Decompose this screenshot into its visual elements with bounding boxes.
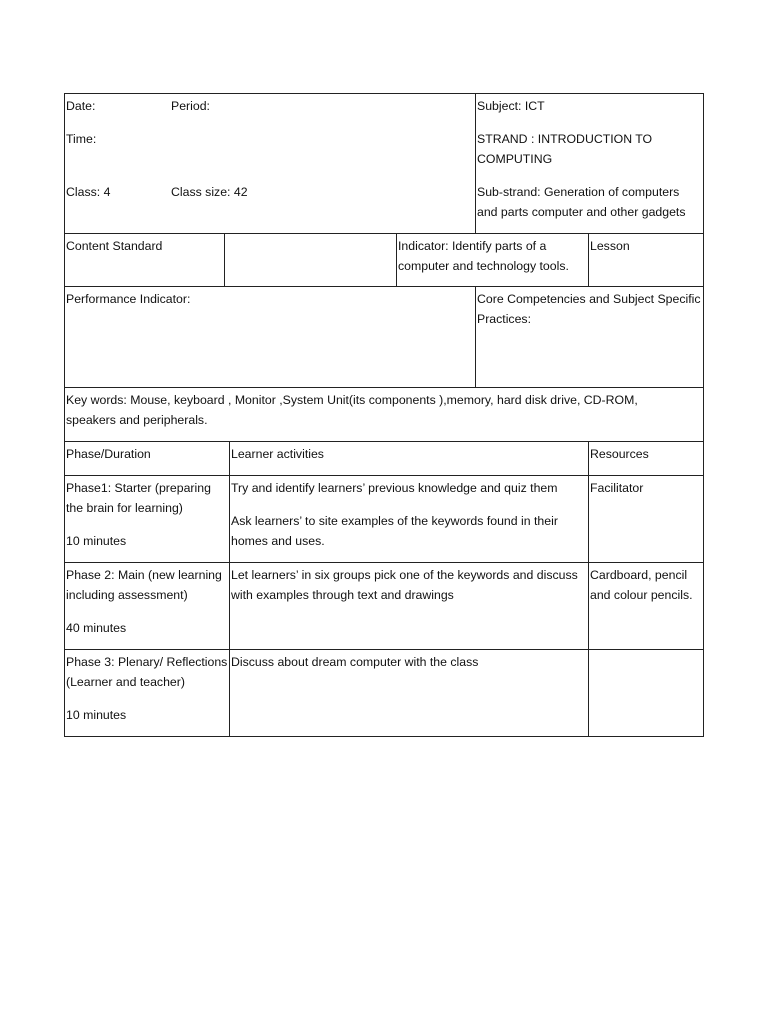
table-row-phase-cell	[64, 649, 230, 737]
strand-line-1: STRAND : INTRODUCTION TO	[477, 132, 653, 146]
period-label: Period:	[171, 99, 210, 113]
resources-line: and colour pencils.	[590, 588, 693, 602]
indicator-line-1: Indicator: Identify parts of a	[398, 239, 547, 253]
performance-indicator-cell	[64, 286, 476, 388]
core-competencies-line-2: Practices:	[477, 312, 531, 326]
indicator-cell	[396, 233, 589, 287]
learner-activities-header: Learner activities	[231, 447, 324, 461]
subject-label: Subject: ICT	[477, 99, 545, 113]
substrand-line-2: and parts computer and other gadgets	[477, 205, 686, 219]
activity-line: Try and identify learners’ previous knowledge and quiz them	[231, 481, 558, 495]
keywords-cell	[64, 387, 704, 442]
phase-line-1: Phase 2: Main (new learning	[66, 568, 222, 582]
content-standard-value-cell	[224, 233, 397, 287]
class-row	[66, 182, 474, 202]
phase-line-1: Phase1: Starter (preparing	[66, 481, 211, 495]
strand-line-2: COMPUTING	[477, 152, 553, 166]
table-row-resources-cell	[588, 649, 704, 737]
class-size-label: Class size: 42	[171, 185, 248, 199]
class-label: Class: 4	[66, 185, 111, 199]
header-left-cell	[64, 93, 476, 234]
phase-duration: 40 minutes	[66, 621, 127, 635]
resources-header-cell	[588, 441, 704, 476]
phase-duration-header: Phase/Duration	[66, 447, 151, 461]
lesson-cell	[588, 233, 704, 287]
substrand-line-1: Sub-strand: Generation of computers	[477, 185, 680, 199]
phase-duration: 10 minutes	[66, 708, 127, 722]
resources-line: Facilitator	[590, 481, 644, 495]
table-row-activities-cell	[229, 475, 589, 563]
phase-line-1: Phase 3: Plenary/ Reflections	[66, 655, 228, 669]
activity-line: with examples through text and drawings	[231, 588, 454, 602]
lesson-label: Lesson	[590, 239, 630, 253]
keywords-line-2: speakers and peripherals.	[66, 413, 208, 427]
indicator-line-2: computer and technology tools.	[398, 259, 569, 273]
content-standard-label: Content Standard	[66, 239, 163, 253]
resources-line: Cardboard, pencil	[590, 568, 688, 582]
resources-header: Resources	[590, 447, 649, 461]
activity-line: Let learners’ in six groups pick one of the keywords and discuss	[231, 568, 578, 582]
content-standard-cell	[64, 233, 225, 287]
date-period-row	[66, 96, 474, 116]
activity-line: Discuss about dream computer with the class	[231, 655, 479, 669]
phase-line-2: including assessment)	[66, 588, 188, 602]
phase-line-2: the brain for learning)	[66, 501, 183, 515]
phase-line-2: (Learner and teacher)	[66, 675, 185, 689]
core-competencies-line-1: Core Competencies and Subject Specific	[477, 292, 701, 306]
table-row-resources-cell	[588, 475, 704, 563]
time-label: Time:	[66, 132, 97, 146]
table-row-resources-cell	[588, 562, 704, 650]
phase-header-cell	[64, 441, 230, 476]
performance-indicator-label: Performance Indicator:	[66, 292, 191, 306]
table-row-activities-cell	[229, 562, 589, 650]
table-row-phase-cell	[64, 562, 230, 650]
core-competencies-cell	[475, 286, 704, 388]
phase-duration: 10 minutes	[66, 534, 127, 548]
date-label: Date:	[66, 99, 96, 113]
keywords-line-1: Key words: Mouse, keyboard , Monitor ,System Unit(its components ),memory, hard disk drive, CD-ROM,	[66, 393, 638, 407]
header-right-cell	[475, 93, 704, 234]
activity-line: Ask learners’ to site examples of the keywords found in their	[231, 514, 558, 528]
table-row-activities-cell	[229, 649, 589, 737]
table-row-phase-cell	[64, 475, 230, 563]
activities-header-cell	[229, 441, 589, 476]
activity-line: homes and uses.	[231, 534, 325, 548]
